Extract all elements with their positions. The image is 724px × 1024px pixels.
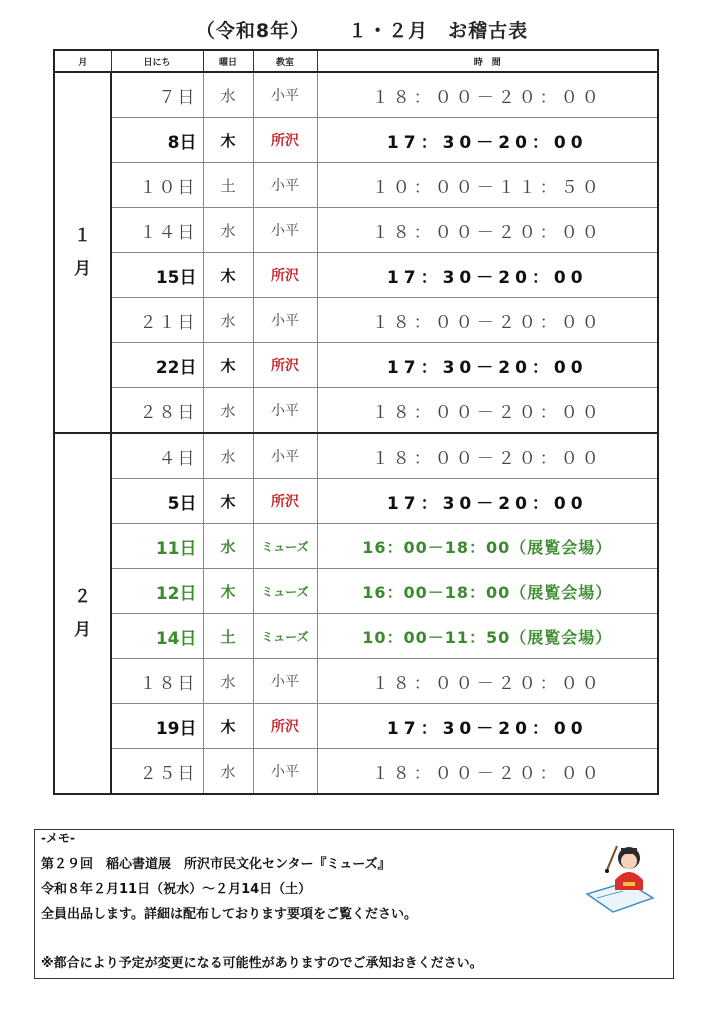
table-row <box>54 118 658 163</box>
date-cell: 19日 <box>111 704 203 749</box>
date-cell: 22日 <box>111 343 203 388</box>
table-row <box>54 524 658 569</box>
memo-line-notice: 全員出品します。詳細は配布しております要項をご覧ください。 <box>41 907 417 922</box>
room-cell: ミューズ <box>253 569 317 614</box>
date-cell: 8日 <box>111 118 203 163</box>
time-cell: １８：００－２０：００ <box>317 433 658 479</box>
table-row <box>54 388 658 434</box>
memo-heading: -メモ- <box>41 831 75 845</box>
table-row <box>54 659 658 704</box>
table-row <box>54 704 658 749</box>
time-cell: 10：00－11：50（展覧会場） <box>317 614 658 659</box>
table-row <box>54 614 658 659</box>
room-cell: 小平 <box>253 72 317 118</box>
room-cell: 小平 <box>253 208 317 253</box>
date-cell: 5日 <box>111 479 203 524</box>
room-cell: ミューズ <box>253 614 317 659</box>
room-cell: 小平 <box>253 749 317 795</box>
room-cell: 小平 <box>253 163 317 208</box>
time-cell: １０：００－１１：５０ <box>317 163 658 208</box>
date-cell: ２８日 <box>111 388 203 434</box>
table-row <box>54 253 658 298</box>
day-cell: 木 <box>203 569 253 614</box>
time-cell: 17：30－20：00 <box>317 343 658 388</box>
room-cell: 所沢 <box>253 118 317 163</box>
table-row <box>54 208 658 253</box>
day-cell: 水 <box>203 433 253 479</box>
time-cell: １８：００－２０：００ <box>317 659 658 704</box>
table-row <box>54 72 658 118</box>
table-row <box>54 479 658 524</box>
month-cell-feb: ２ 月 <box>54 433 111 794</box>
day-cell: 水 <box>203 208 253 253</box>
room-cell: 所沢 <box>253 479 317 524</box>
date-cell: ２１日 <box>111 298 203 343</box>
day-cell: 木 <box>203 343 253 388</box>
header-time: 時 間 <box>317 50 658 72</box>
date-cell: ２５日 <box>111 749 203 795</box>
date-cell: 14日 <box>111 614 203 659</box>
time-cell: 17：30－20：00 <box>317 118 658 163</box>
header-date: 日にち <box>111 50 203 72</box>
memo-box <box>34 829 674 979</box>
day-cell: 木 <box>203 118 253 163</box>
room-cell: 所沢 <box>253 343 317 388</box>
time-cell: １８：００－２０：００ <box>317 208 658 253</box>
table-row <box>54 343 658 388</box>
day-cell: 土 <box>203 614 253 659</box>
page-title <box>0 16 724 43</box>
table-header <box>54 50 658 72</box>
day-cell: 木 <box>203 704 253 749</box>
room-cell: 所沢 <box>253 253 317 298</box>
room-cell: ミューズ <box>253 524 317 569</box>
room-cell: 小平 <box>253 388 317 434</box>
memo-line-caution: ※都合により予定が変更になる可能性がありますのでご承知おきください。 <box>41 956 483 971</box>
time-cell: １８：００－２０：００ <box>317 388 658 434</box>
table-row <box>54 433 658 479</box>
header-day: 曜日 <box>203 50 253 72</box>
day-cell: 水 <box>203 72 253 118</box>
date-cell: 12日 <box>111 569 203 614</box>
room-cell: 小平 <box>253 298 317 343</box>
memo-line-dates: 令和８年２月11日（祝水）～２月14日（土） <box>41 882 312 897</box>
title-main: １・２月 お稽古表 <box>348 20 529 42</box>
day-cell: 水 <box>203 524 253 569</box>
room-cell: 所沢 <box>253 704 317 749</box>
date-cell: ４日 <box>111 433 203 479</box>
time-cell: 17：30－20：00 <box>317 479 658 524</box>
date-cell: 15日 <box>111 253 203 298</box>
memo-line-exhibition: 第２９回 稲心書道展 所沢市民文化センター『ミューズ』 <box>41 857 391 872</box>
room-cell: 小平 <box>253 433 317 479</box>
date-cell: １０日 <box>111 163 203 208</box>
date-cell: １４日 <box>111 208 203 253</box>
title-year: （令和8年） <box>195 20 311 42</box>
table-row <box>54 298 658 343</box>
date-cell: ７日 <box>111 72 203 118</box>
day-cell: 土 <box>203 163 253 208</box>
table-row <box>54 749 658 795</box>
header-room: 教室 <box>253 50 317 72</box>
time-cell: 16：00－18：00（展覧会場） <box>317 524 658 569</box>
time-cell: 17：30－20：00 <box>317 253 658 298</box>
time-cell: １８：００－２０：００ <box>317 298 658 343</box>
schedule-table <box>53 49 659 795</box>
table-row <box>54 569 658 614</box>
header-month: 月 <box>54 50 111 72</box>
date-cell: 11日 <box>111 524 203 569</box>
time-cell: 16：00－18：00（展覧会場） <box>317 569 658 614</box>
month-cell-jan: １ 月 <box>54 72 111 433</box>
day-cell: 木 <box>203 479 253 524</box>
time-cell: １８：００－２０：００ <box>317 749 658 795</box>
day-cell: 水 <box>203 388 253 434</box>
table-row <box>54 163 658 208</box>
time-cell: 17：30－20：00 <box>317 704 658 749</box>
calligraphy-girl-icon <box>583 840 657 914</box>
time-cell: １８：００－２０：００ <box>317 72 658 118</box>
day-cell: 木 <box>203 253 253 298</box>
day-cell: 水 <box>203 298 253 343</box>
day-cell: 水 <box>203 659 253 704</box>
day-cell: 水 <box>203 749 253 795</box>
date-cell: １８日 <box>111 659 203 704</box>
room-cell: 小平 <box>253 659 317 704</box>
